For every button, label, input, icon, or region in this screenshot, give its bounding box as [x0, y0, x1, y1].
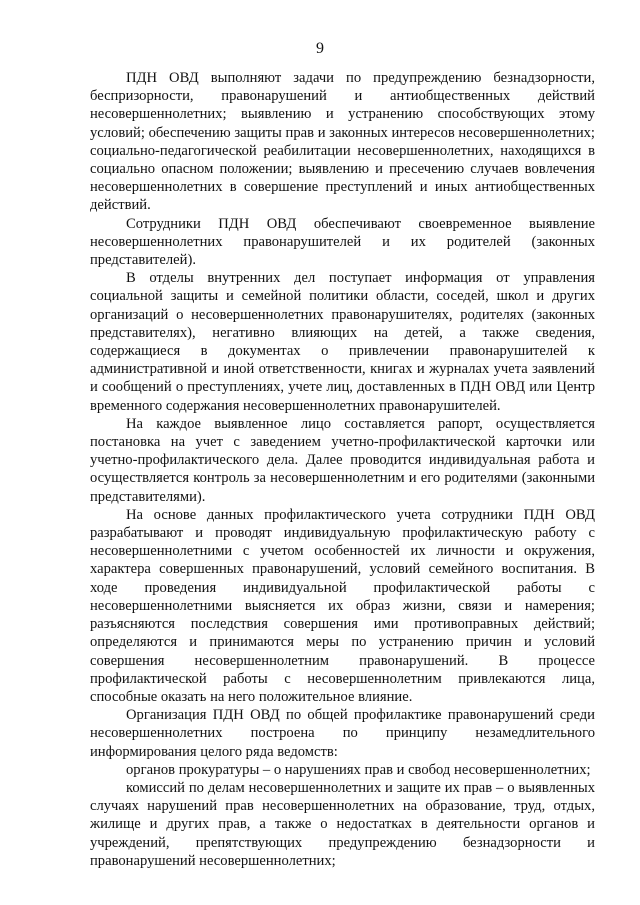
paragraph-2: Сотрудники ПДН ОВД обеспечивают своевременное выявление несовершеннолетних правонарушителей и их родителей (законных представителей). — [90, 215, 595, 269]
paragraph-6: Организация ПДН ОВД по общей профилактике правонарушений среди несовершеннолетних построена по принципу незамедлительного информирования целого ряда ведомств: — [90, 707, 595, 760]
paragraph-5: На основе данных профилактического учета сотрудники ПДН ОВД разрабатывают и проводят индивидуальную профилактическую работу с несовершеннолетними с учетом особенностей их личности и окружения, характера совершенных правонарушений, условий семейного воспитания. В ходе проведения индивидуальной профилактической работы с несовершеннолетними выясняется их образ жизни, связи и намерения; разъясняются последствия совершения ими противоправных действий; определяются и принимаются меры по устранению причин и условий совершения несовершеннолетним правонарушений. В процессе профилактической работы с несовершеннолетним привлекаются лица, способные оказать на него положительное влияние. — [90, 506, 595, 705]
paragraph-3: В отделы внутренних дел поступает информация от управления социальной защиты и семейной политики области, соседей, школ и других организаций о несовершеннолетних правонарушителях, родителях (законных представителях), негативно влияющих на детей, а также сведения, содержащиеся в документах о привлечении правонарушителей к административной и иной ответственности, книгах и журналах учета заявлений и сообщений о преступлениях, учете лиц, доставленных в ПДН ОВД или Центр временного содержания несовершеннолетних правонарушителей. — [90, 270, 595, 414]
paragraph-4: На каждое выявленное лицо составляется рапорт, осуществляется постановка на учет с заведением учетно-профилактической карточки или учетно-профилактического дела. Далее проводится индивидуальная работа и осуществляется контроль за несовершеннолетним и его родителями (законными представителями). — [90, 415, 595, 505]
page-number: 9 — [316, 40, 324, 57]
list-item-prosecutors: органов прокуратуры – о нарушениях прав и свобод несовершеннолетних; — [126, 761, 591, 778]
page-body — [90, 69, 595, 870]
list-item-commissions: комиссий по делам несовершеннолетних и защите их прав – о выявленных случаях нарушений прав несовершеннолетних на образование, труд, отдых, жилище и других прав, а также о недостатках в деятельности органов и учреждений, препятствующих предупреждению безнадзорности и правонарушений несовершеннолетних; — [90, 779, 595, 869]
paragraph-1: ПДН ОВД выполняют задачи по предупреждению безнадзорности, беспризорности, правонарушений и антиобщественных действий несовершеннолетних; выявлению и устранению способствующих этому условий; обеспечению защиты прав и законных интересов несовершеннолетних; социально-педагогической реабилитации несовершеннолетних, находящихся в социально опасном положении; выявлению и пресечению случаев вовлечения несовершеннолетних в совершение преступлений и иных антиобщественных действий. — [90, 70, 595, 214]
